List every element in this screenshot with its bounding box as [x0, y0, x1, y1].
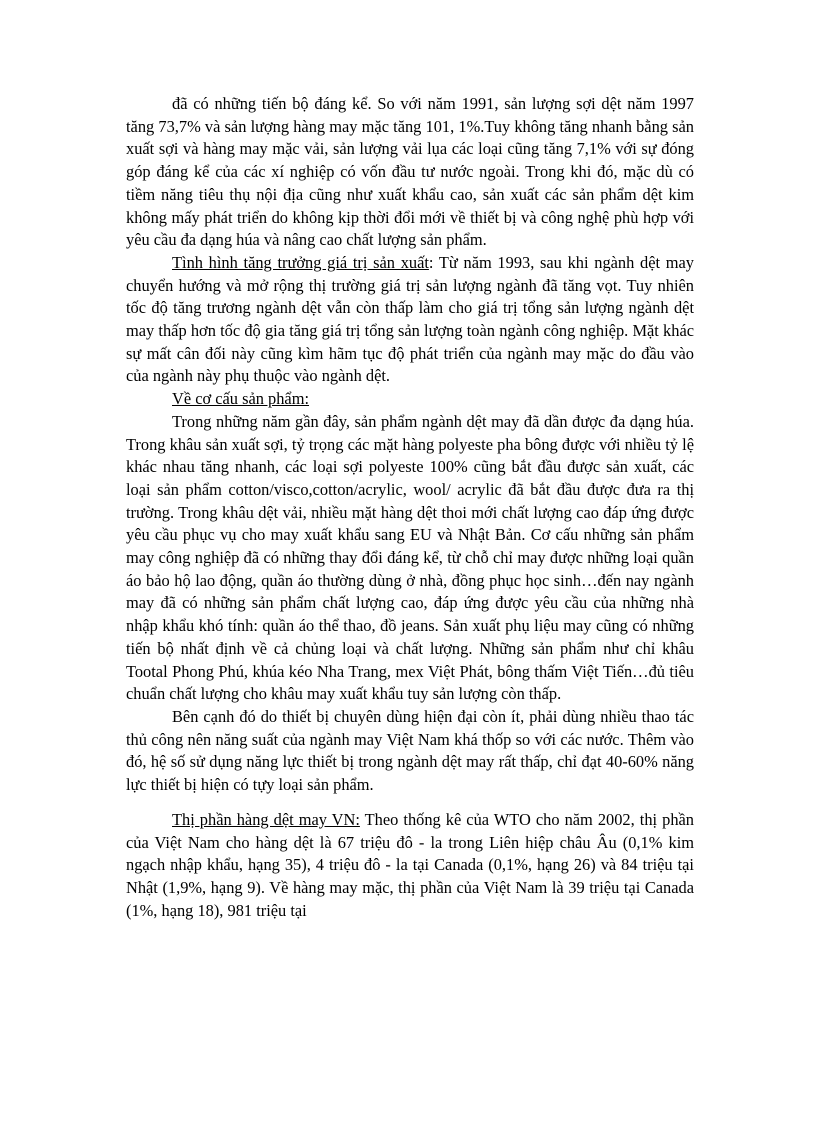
paragraph-growth-value — [126, 252, 694, 388]
paragraph-market-share — [126, 809, 694, 923]
paragraph-productivity: Bên cạnh đó do thiết bị chuyên dùng hiện đại còn ít, phải dùng nhiều thao tác thủ công nên năng suất của ngành may Việt Nam khá thốp so với các nước. Thêm vào đó, hệ số sử dụng năng lực thiết bị trong ngành dệt may rất thấp, chỉ đạt 40-60% năng lực thiết bị hiện có tựy loại sản phẩm. — [126, 706, 694, 795]
document-page — [126, 93, 694, 922]
heading-growth-value: Tình hình tăng trưởng giá trị sản xuất — [172, 252, 429, 272]
paragraph-product-diversification: Trong những năm gần đây, sản phẩm ngành dệt may đã dần được đa dạng húa. Trong khâu sản xuất sợi, tỷ trọng các mặt hàng polyeste pha bông được với nhiều tỷ lệ khác nhau tăng nhanh, các loại sợi polyeste 100% cũng bắt đầu được sản xuất, các loại sản phẩm cotton/visco,cotton/acrylic, wool/ acrylic đã bắt đầu được đưa ra thị trường. Trong khâu dệt vải, nhiều mặt hàng dệt thoi mới chất lượng cao đáp ứng được yêu cầu phục vụ cho may xuất khẩu sang EU và Nhật Bản. Cơ cấu những sản phẩm may công nghiệp đã có những thay đổi đáng kể, từ chỗ chỉ may được những loại quần áo bảo hộ lao động, quần áo thường dùng ở nhà, đồng phục học sinh…đến nay ngành may đã có những sản phẩm chất lượng cao, đáp ứng được yêu cầu của những nhà nhập khẩu khó tính: quần áo thể thao, đồ jeans. Sản xuất phụ liệu may cũng có những tiến bộ nhất định về cả chủng loại và chất lượng. Những sản phẩm như chỉ khâu Tootal Phong Phú, khúa kéo Nha Trang, mex Việt Phát, bông thấm Việt Tiến…đủ tiêu chuẩn chất lượng cho khâu may xuất khẩu tuy sản lượng còn thấp. — [126, 411, 694, 704]
paragraph-gap — [126, 797, 694, 809]
heading-product-structure — [126, 388, 694, 411]
heading-market-share: Thị phần hàng dệt may VN: — [172, 809, 360, 829]
heading-product-structure-label: Về cơ cấu sản phẩm: — [172, 389, 310, 409]
paragraph-market-share-text: Theo thống kê của WTO cho năm 2002, thị phần của Việt Nam cho hàng dệt là 67 triệu đô - la trong Liên hiệp châu Âu (0,1% kim ngạch nhập khẩu, hạng 35), 4 triệu đô - la tại Canada (0,1%, hạng 26) và 84 triệu tại Nhật (1,9%, hạng 9). Về hàng may mặc, thị phần của Việt Nam là 39 triệu tại Canada (1%, hạng 18), 981 triệu tại — [126, 809, 694, 920]
paragraph-progress: đã có những tiến bộ đáng kể. So với năm 1991, sản lượng sợi dệt năm 1997 tăng 73,7% và sản lượng hàng may mặc tăng 101, 1%.Tuy không tăng nhanh bằng sản xuất sợi và hàng may mặc vải, sản lượng vải lụa các loại cũng tăng 7,1% với sự đóng góp đáng kể của các xí nghiệp có vốn đầu tư nước ngoài. Trong khi đó, mặc dù có tiềm năng tiêu thụ nội địa cũng như xuất khẩu cao, sản xuất các sản phẩm dệt kim không mấy phát triển do không kịp thời đổi mới về thiết bị và công nghệ phù hợp với yêu cầu đa dạng húa và nâng cao chất lượng sản phẩm. — [126, 94, 694, 250]
paragraph-growth-value-text: : Từ năm 1993, sau khi ngành dệt may chuyển hướng và mở rộng thị trường giá trị sản lượng ngành đã tăng vọt. Tuy nhiên tốc độ tăng trương ngành dệt vẫn còn thấp làm cho giá trị tổng sản lượng ngành dệt may thấp hơn tốc độ gia tăng giá trị tổng sản lượng toàn ngành công nghiệp. Mặt khác sự mất cân đối này cũng kìm hãm tục độ phát triển của ngành may mặc do đầu vào của ngành này phụ thuộc vào ngành dệt. — [126, 252, 694, 386]
